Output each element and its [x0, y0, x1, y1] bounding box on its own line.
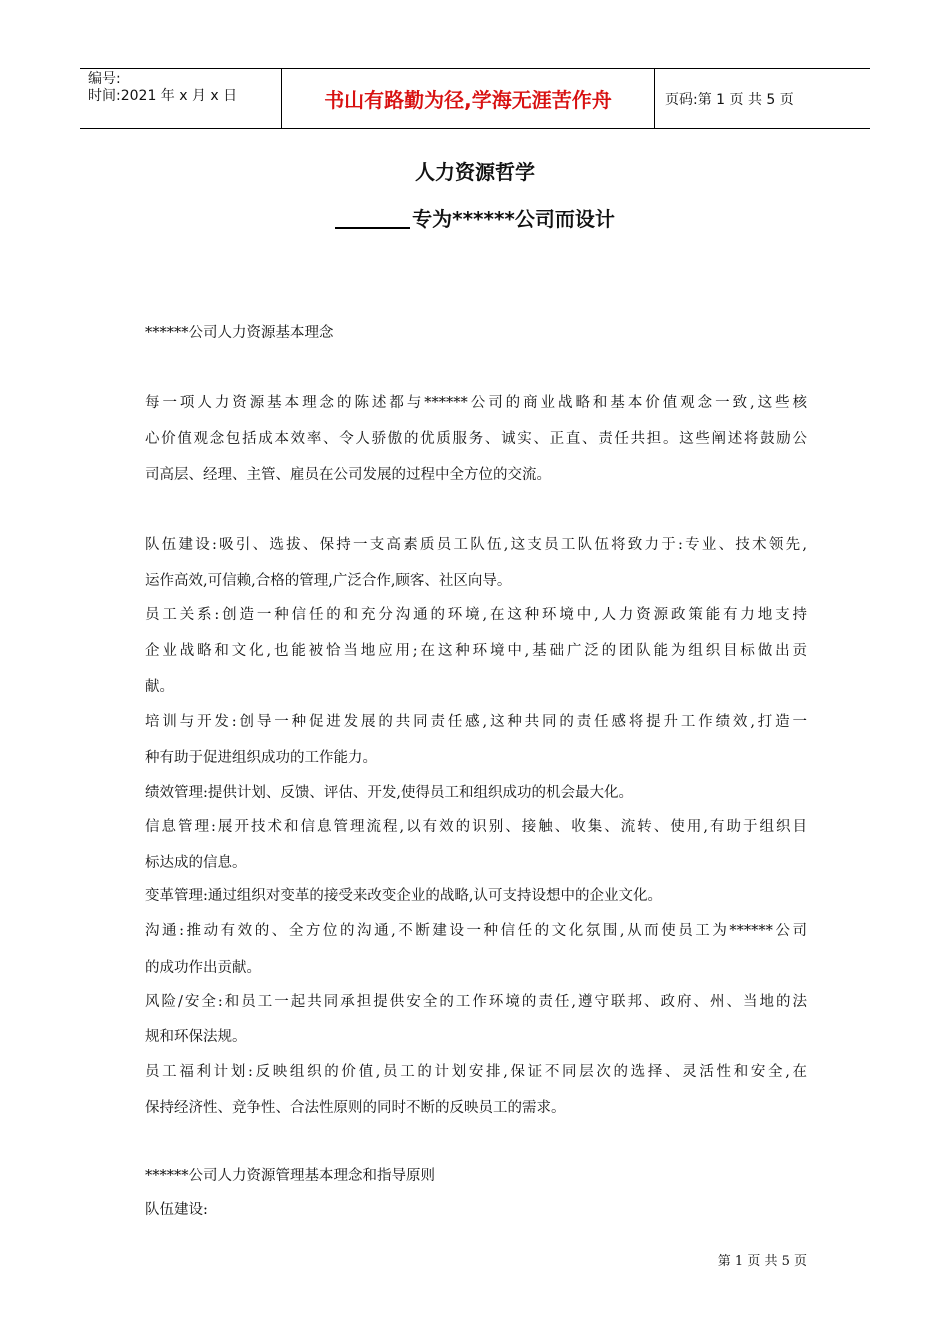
page-header — [80, 68, 870, 129]
section-heading: ******公司人力资源基本理念 — [145, 325, 334, 341]
paragraph-line: 绩效管理:提供计划、反馈、评估、开发,使得员工和组织成功的机会最大化。 — [145, 785, 633, 801]
paragraph-line: 风险/安全:和员工一起共同承担提供安全的工作环境的责任,遵守联邦、政府、州、当地的法 — [145, 994, 807, 1010]
document-subtitle: 专为******公司而设计 — [412, 207, 615, 231]
page-footer: 第 1 页 共 5 页 — [717, 1254, 807, 1269]
paragraph-line: 变革管理:通过组织对变革的接受来改变企业的战略,认可支持设想中的企业文化。 — [145, 888, 662, 904]
header-motto: 书山有路勤为径,学海无涯苦作舟 — [281, 69, 655, 128]
paragraph-line: 种有助于促进组织成功的工作能力。 — [145, 750, 377, 766]
document-title: 人力资源哲学 — [415, 160, 535, 184]
paragraph-line: 司高层、经理、主管、雇员在公司发展的过程中全方位的交流。 — [145, 467, 551, 483]
paragraph-line: 规和环保法规。 — [145, 1029, 247, 1045]
paragraph-line: 员工福利计划:反映组织的价值,员工的计划安排,保证不同层次的选择、灵活性和安全,在 — [145, 1064, 807, 1080]
paragraph-line: 队伍建设:吸引、选拔、保持一支高素质员工队伍,这支员工队伍将致力于:专业、技术领先, — [145, 537, 807, 553]
document-number: 编号: — [88, 71, 121, 87]
paragraph-line: 培训与开发:创导一种促进发展的共同责任感,这种共同的责任感将提升工作绩效,打造一 — [145, 714, 807, 730]
paragraph-line: 标达成的信息。 — [145, 855, 247, 871]
paragraph-line: 运作高效,可信赖,合格的管理,广泛合作,顾客、社区向导。 — [145, 573, 512, 589]
paragraph-line: 员工关系:创造一种信任的和充分沟通的环境,在这种环境中,人力资源政策能有力地支持 — [145, 607, 807, 623]
header-page-info: 页码:第 1 页 共 5 页 — [665, 91, 794, 108]
section-heading: ******公司人力资源管理基本理念和指导原则 — [145, 1168, 435, 1184]
paragraph-line: 献。 — [145, 679, 174, 695]
header-meta — [80, 69, 281, 128]
blank-underline — [335, 205, 410, 229]
paragraph-line: 每一项人力资源基本理念的陈述都与******公司的商业战略和基本价值观念一致,这些核 — [145, 395, 807, 411]
document-subtitle-row — [0, 203, 950, 232]
paragraph-line: 信息管理:展开技术和信息管理流程,以有效的识别、接触、收集、流转、使用,有助于组织目 — [145, 819, 807, 835]
paragraph-line: 的成功作出贡献。 — [145, 960, 261, 976]
paragraph-line: 保持经济性、竞争性、合法性原则的同时不断的反映员工的需求。 — [145, 1100, 566, 1116]
document-date: 时间:2021 年 x 月 x 日 — [88, 88, 238, 104]
paragraph-line: 心价值观念包括成本效率、令人骄傲的优质服务、诚实、正直、责任共担。这些阐述将鼓励公 — [145, 431, 807, 447]
paragraph-line: 队伍建设: — [145, 1202, 208, 1218]
paragraph-line: 沟通:推动有效的、全方位的沟通,不断建设一种信任的文化氛围,从而使员工为******公司 — [145, 923, 807, 939]
paragraph-line: 企业战略和文化,也能被恰当地应用;在这种环境中,基础广泛的团队能为组织目标做出贡 — [145, 643, 807, 659]
